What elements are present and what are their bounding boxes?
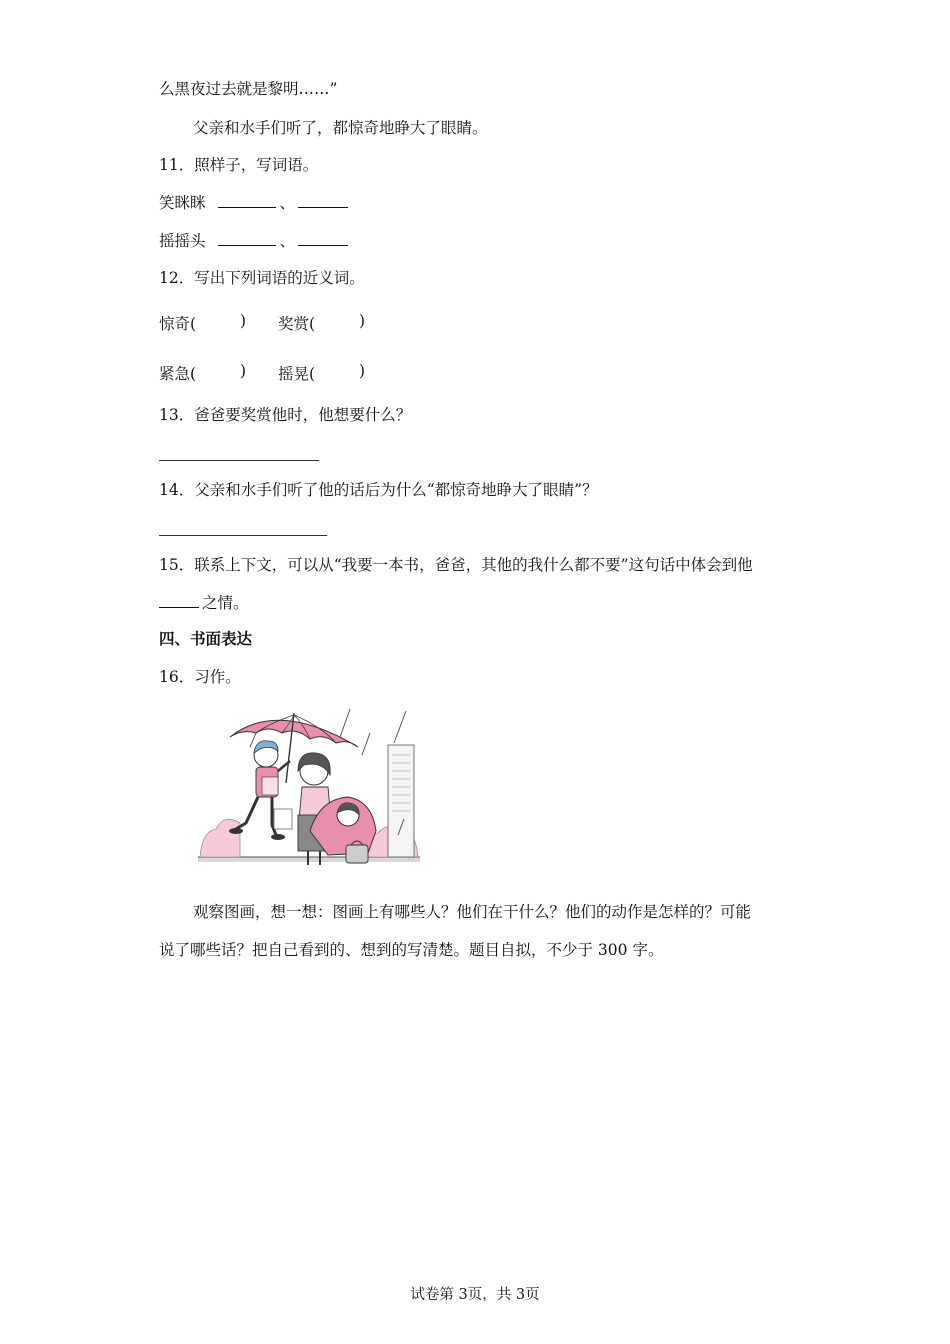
- q11-blank-1a[interactable]: [218, 193, 276, 208]
- q12-close-4: ): [359, 362, 366, 380]
- question-11: 11．照样子，写词语。: [159, 156, 319, 174]
- q12-word-3: 紧急(: [159, 365, 197, 383]
- page-footer: 试卷第 3页，共 3页: [410, 1287, 540, 1303]
- question-12: 12．写出下列词语的近义词。: [159, 269, 365, 287]
- q11-word-1: 笑眯眯: [159, 194, 206, 212]
- q11-row-1: [159, 193, 351, 213]
- section-heading-4: 四、书面表达: [159, 629, 253, 648]
- q12-word-4: 摇晃(: [278, 365, 316, 383]
- q11-row-2: [159, 231, 351, 251]
- q12-word-1: 惊奇(: [159, 315, 197, 333]
- q12-close-1: ): [240, 312, 247, 330]
- q12-close-2: ): [359, 312, 366, 330]
- q15-blank[interactable]: [159, 593, 199, 608]
- q12-word-2: 奖赏(: [278, 315, 316, 333]
- question-15-line-1: 15．联系上下文，可以从“我要一本书，爸爸，其他的我什么都不要”这句话中体会到他: [159, 556, 753, 574]
- passage-line-2: 父亲和水手们听了，都惊奇地睁大了眼睛。: [193, 119, 488, 137]
- q13-answer-line[interactable]: [159, 460, 319, 461]
- separator: 、: [279, 232, 295, 250]
- separator: 、: [279, 194, 295, 212]
- writing-prompt-line-1: 观察图画，想一想：图画上有哪些人？他们在干什么？他们的动作是怎样的？可能: [193, 903, 752, 921]
- rain-umbrella-illustration: [198, 703, 420, 875]
- question-16: 16．习作。: [159, 668, 241, 686]
- q11-blank-1b[interactable]: [298, 193, 348, 208]
- q12-close-3: ): [240, 362, 247, 380]
- question-15-line-2: [159, 593, 249, 613]
- q11-blank-2b[interactable]: [298, 231, 348, 246]
- passage-line-1: 么黑夜过去就是黎明……”: [159, 80, 338, 98]
- q11-word-2: 摇摇头: [159, 232, 206, 250]
- q14-answer-line[interactable]: [159, 535, 327, 536]
- q15-tail: 之情。: [202, 594, 249, 612]
- question-13: 13．爸爸要奖赏他时，他想要什么？: [159, 406, 412, 424]
- writing-prompt-line-2: 说了哪些话？把自己看到的、想到的写清楚。题目自拟，不少于 300 字。: [159, 941, 664, 959]
- q11-blank-2a[interactable]: [218, 231, 276, 246]
- question-14: 14．父亲和水手们听了他的话后为什么“都惊奇地睁大了眼睛”？: [159, 481, 598, 499]
